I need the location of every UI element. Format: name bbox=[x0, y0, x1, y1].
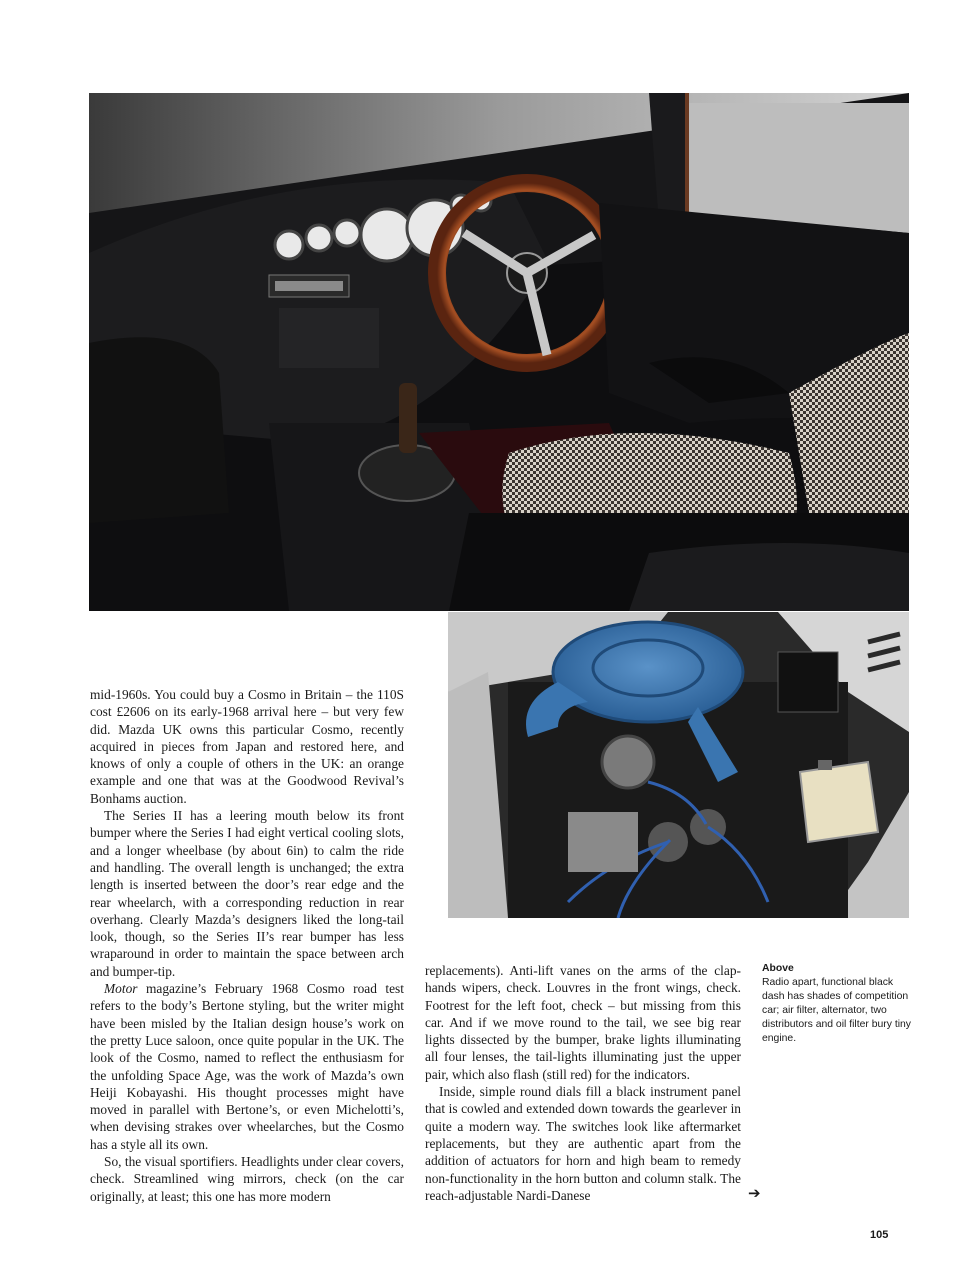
paragraph-text: magazine’s February 1968 Cosmo road test refers to the body’s Bertone styling, but the writer might have been misled by the Italian design house’s work on the pretty Luce saloon, once quite popular in the UK. The look of the Cosmo, named to reflect the enthusiasm for the unfolding Space Age, was the work of Mazda’s own Heiji Kobayashi. His thought processes might have moved in parallel with Bertone’s, or even Michelotti’s, when devising strakes over wheelarches, but the Cosmo has a style all its own. bbox=[90, 981, 404, 1152]
paragraph: replacements). Anti-lift vanes on the arms of the clap-hands wipers, check. Louvres in the front wings, check. Footrest for the left foot, check – but missing from this car. And if we move round to the tail, we see big rear lights dissected by the bumper, brake lights illuminating all four lenses, the tail-lights illuminating just the upper pair, which also flash (still red) for the indicators. bbox=[425, 963, 741, 1082]
paragraph: The Series II has a leering mouth below its front bumper where the Series I had eight vertical cooling slots, and a longer wheelbase (by about 6in) to calm the ride and handling. The overall length is unchanged; the extra length is inserted between the door’s rear edge and the rear wheelarch, with a corresponding reduction in rear overhang. Clearly Mazda’s designers liked the long-tail look, though, so the Series II’s rear bumper has less wraparound in order to maintain the space between arch and bumper-tip. bbox=[90, 808, 404, 979]
paragraph: mid-1960s. You could buy a Cosmo in Britain – the 110S cost £2606 on its early-1968 arrival here – but very few did. Mazda UK owns this particular Cosmo, recently acquired in pieces from Japan and restored here, and knows of only a couple of others in the UK: an orange example and one that was at the Goodwood Revival’s Bonhams auction. bbox=[90, 687, 404, 806]
interior-dashboard-photo bbox=[89, 93, 909, 611]
photo-caption bbox=[762, 962, 912, 1046]
paragraph bbox=[90, 980, 404, 1153]
caption-text: Radio apart, functional black dash has shades of competition car; air filter, alternator, two distributors and oil filter bury tiny engine. bbox=[762, 977, 911, 1044]
page-number: 105 bbox=[870, 1229, 889, 1241]
article-column-middle bbox=[425, 962, 741, 1204]
continue-arrow-icon: ➔ bbox=[748, 1184, 761, 1202]
paragraph: So, the visual sportifiers. Headlights under clear covers, check. Streamlined wing mirrors, check (on the car originally, at least; this one has more modern bbox=[90, 1154, 404, 1204]
caption-heading: Above bbox=[762, 963, 794, 974]
magazine-name: Motor bbox=[104, 981, 138, 997]
paragraph: Inside, simple round dials fill a black instrument panel that is cowled and extended down towards the gearlever in quite a modern way. The switches look like aftermarket replacements, but they are authentic apart from the addition of actuators for horn and high beam to remedy non-functionality in the horn button and column stalk. The reach-adjustable Nardi-Danese bbox=[425, 1084, 741, 1203]
engine-bay-photo bbox=[448, 612, 909, 918]
article-column-left bbox=[90, 686, 404, 1205]
